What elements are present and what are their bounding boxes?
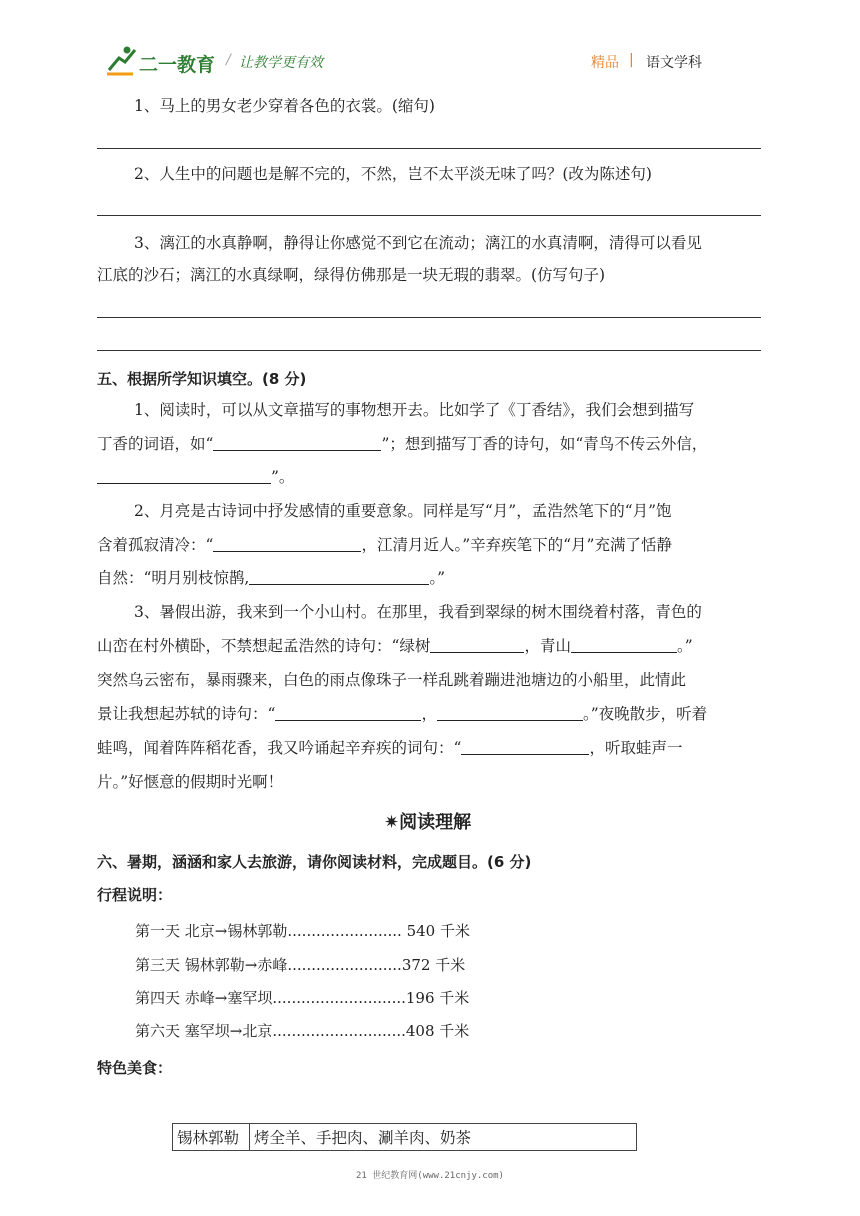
answer-line bbox=[97, 317, 761, 318]
sec5-q3-line5: 蛙鸣，闻着阵阵稻花香，我又吟诵起辛弃疾的词句：“ ，听取蛙声一 bbox=[97, 739, 683, 757]
sec5-q1-line1: 1、阅读时，可以从文章描写的事物想开去。比如学了《丁香结》，我们会想到描写 bbox=[134, 401, 695, 419]
fill-blank[interactable] bbox=[461, 740, 589, 755]
itinerary-row: 第六天 塞罕坝→北京............................408 千米 bbox=[135, 1022, 470, 1040]
sec5-q2-line2: 含着孤寂清冷：“ ，江清月近人。”辛弃疾笔下的“月”充满了恬静 bbox=[97, 536, 672, 554]
sec4-q1: 1、马上的男女老少穿着各色的衣裳。(缩句) bbox=[134, 97, 435, 115]
slogan-separator: / bbox=[226, 52, 231, 68]
sec5-q1-line3: ”。 bbox=[97, 467, 294, 487]
sec5-q2-line3: 自然：“明月别枝惊鹊, 。” bbox=[97, 569, 446, 587]
sec5-q2-line1: 2、月亮是古诗词中抒发感情的重要意象。同样是写“月”，孟浩然笔下的“月”饱 bbox=[134, 502, 672, 520]
fill-blank[interactable] bbox=[213, 537, 361, 552]
fill-blank[interactable] bbox=[213, 436, 381, 451]
itinerary-row: 第三天 锡林郭勒→赤峰........................372 千米 bbox=[135, 956, 466, 974]
sec5-q3-line6: 片。”好惬意的假期时光啊！ bbox=[97, 773, 284, 791]
fill-blank[interactable] bbox=[571, 638, 677, 653]
table-row bbox=[173, 1124, 637, 1151]
itinerary-row: 第四天 赤峰→塞罕坝............................196 千米 bbox=[135, 989, 470, 1007]
logo-text: 二一教育 bbox=[139, 54, 216, 76]
sec5-q1-line2: 丁香的词语，如“ ”；想到描写丁香的诗句，如“青鸟不传云外信， bbox=[97, 435, 708, 453]
logo bbox=[105, 44, 225, 78]
sec5-q3-line3: 突然乌云密布，暴雨骤来，白色的雨点像珠子一样乱跳着蹦进池塘边的小船里，此情此 bbox=[97, 671, 687, 689]
itinerary-label: 行程说明： bbox=[97, 886, 173, 904]
slogan: 让教学更有效 bbox=[239, 55, 323, 71]
sec6-title: 六、暑期，涵涵和家人去旅游，请你阅读材料，完成题目。(6 分) bbox=[97, 853, 532, 871]
answer-line bbox=[97, 148, 761, 149]
fill-blank[interactable] bbox=[249, 570, 429, 585]
sec5-q3-line1: 3、暑假出游，我来到一个小山村。在那里，我看到翠绿的树木围绕着村落，青色的 bbox=[134, 603, 702, 621]
header-divider: | bbox=[629, 52, 634, 68]
fill-blank[interactable] bbox=[275, 706, 421, 721]
brand-label: 精品 bbox=[591, 55, 619, 71]
food-items-cell: 烤全羊、手把肉、涮羊肉、奶茶 bbox=[250, 1124, 637, 1151]
sec4-q2: 2、人生中的问题也是解不完的，不然，岂不太平淡无味了吗？(改为陈述句) bbox=[134, 165, 652, 183]
sec5-title: 五、根据所学知识填空。(8 分) bbox=[97, 370, 307, 388]
answer-line bbox=[97, 350, 761, 351]
runner-logo-icon bbox=[105, 44, 139, 76]
sec4-q3-line1: 3、漓江的水真静啊，静得让你感觉不到它在流动；漓江的水真清啊，清得可以看见 bbox=[134, 234, 702, 252]
food-label: 特色美食： bbox=[97, 1059, 173, 1077]
fill-blank[interactable] bbox=[97, 469, 271, 484]
reading-heading: ✷阅读理解 bbox=[384, 812, 472, 833]
star-icon: ✷ bbox=[384, 812, 400, 833]
itinerary-row: 第一天 北京→锡林郭勒........................ 540 千米 bbox=[135, 922, 470, 940]
sec5-q3-line2: 山峦在村外横卧，不禁想起孟浩然的诗句：“绿树 ，青山 。” bbox=[97, 637, 693, 655]
fill-blank[interactable] bbox=[437, 706, 583, 721]
food-table bbox=[172, 1123, 637, 1151]
fill-blank[interactable] bbox=[430, 638, 524, 653]
sec4-q3-line2: 江底的沙石；漓江的水真绿啊，绿得仿佛那是一块无瑕的翡翠。(仿写句子) bbox=[97, 266, 606, 284]
footer: 21 世纪教育网(www.21cnjy.com) bbox=[356, 1171, 504, 1181]
subject-label: 语文学科 bbox=[646, 55, 702, 71]
sec5-q3-line4: 景让我想起苏轼的诗句：“ ， 。”夜晚散步，听着 bbox=[97, 705, 708, 723]
answer-line bbox=[97, 215, 761, 216]
food-place-cell: 锡林郭勒 bbox=[173, 1124, 250, 1151]
